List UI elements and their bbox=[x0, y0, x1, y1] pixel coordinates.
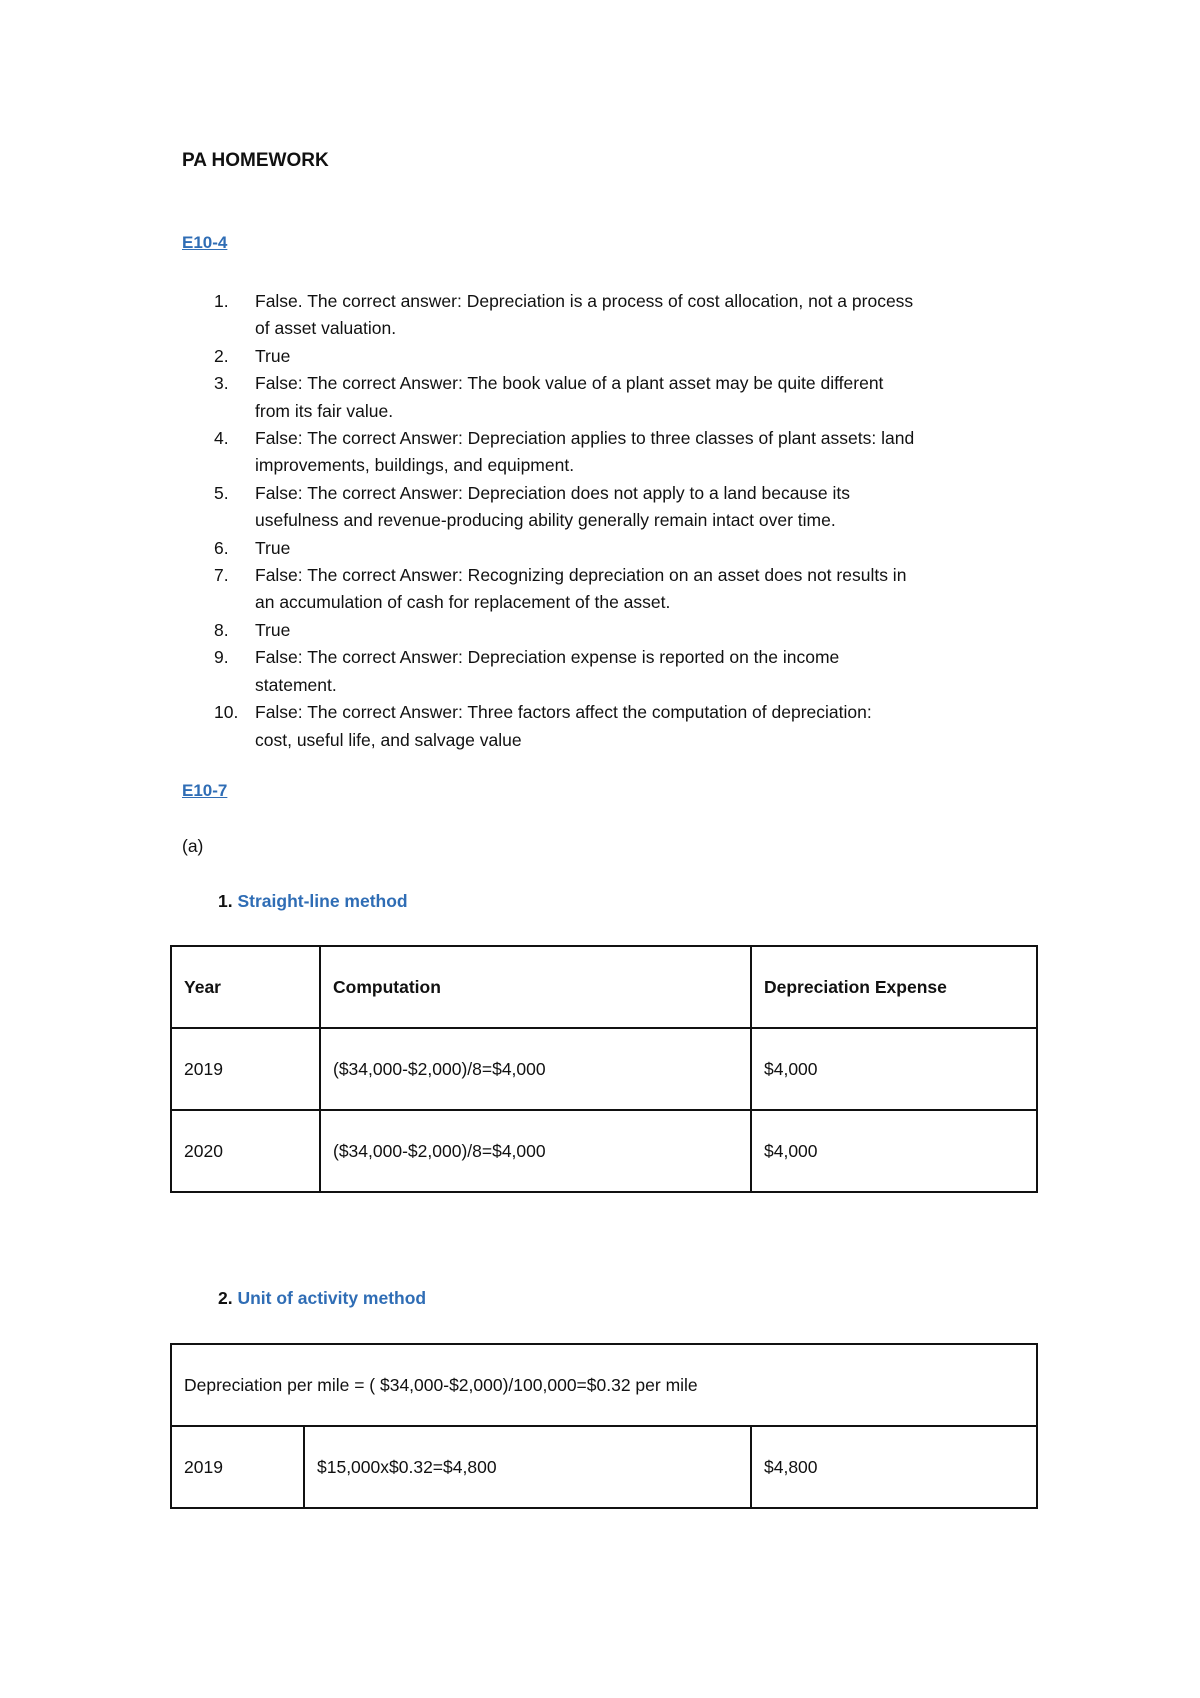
cell-year: 2020 bbox=[171, 1110, 320, 1192]
item-line: True bbox=[255, 537, 291, 558]
table-rate-row bbox=[171, 1344, 1037, 1426]
method-number: 2. bbox=[218, 1288, 233, 1308]
cell-computation: $15,000x$0.32=$4,800 bbox=[304, 1426, 751, 1508]
list-item bbox=[182, 425, 1042, 480]
list-item bbox=[182, 370, 1042, 425]
item-number: 4. bbox=[214, 428, 229, 449]
page-title: PA HOMEWORK bbox=[182, 150, 329, 171]
cell-expense: $4,800 bbox=[751, 1426, 1037, 1508]
list-item bbox=[182, 562, 1042, 617]
table-row bbox=[171, 1426, 1037, 1508]
item-number: 9. bbox=[214, 647, 229, 668]
list-item bbox=[182, 699, 1042, 754]
item-line: from its fair value. bbox=[255, 400, 394, 421]
header-computation: Computation bbox=[320, 946, 751, 1028]
unit-activity-table bbox=[170, 1343, 1038, 1509]
list-item bbox=[182, 644, 1042, 699]
cell-computation: ($34,000-$2,000)/8=$4,000 bbox=[320, 1028, 751, 1110]
method-heading-unit-activity bbox=[218, 1288, 426, 1309]
item-line: False: The correct Answer: Three factors affect the computation of depreciation: bbox=[255, 702, 872, 723]
cell-year: 2019 bbox=[171, 1426, 304, 1508]
item-number: 10. bbox=[214, 702, 239, 723]
item-number: 8. bbox=[214, 619, 229, 640]
cell-rate-line: Depreciation per mile = ( $34,000-$2,000)/100,000=$0.32 per mile bbox=[171, 1344, 1037, 1426]
item-line: an accumulation of cash for replacement of the asset. bbox=[255, 592, 671, 613]
item-line: False: The correct Answer: Depreciation expense is reported on the income bbox=[255, 647, 840, 668]
answer-list bbox=[182, 288, 1042, 754]
section-link-e10-4[interactable]: E10-4 bbox=[182, 233, 228, 252]
item-line: False: The correct Answer: Recognizing depreciation on an asset does not results in bbox=[255, 565, 907, 586]
method-label: Unit of activity method bbox=[237, 1288, 427, 1308]
item-line: usefulness and revenue-producing ability generally remain intact over time. bbox=[255, 510, 836, 531]
section-link-e10-7[interactable]: E10-7 bbox=[182, 781, 228, 800]
item-number: 5. bbox=[214, 482, 229, 503]
item-number: 3. bbox=[214, 373, 229, 394]
method-number: 1. bbox=[218, 891, 233, 911]
straight-line-table bbox=[170, 945, 1038, 1193]
part-label: (a) bbox=[182, 836, 204, 856]
item-line: statement. bbox=[255, 674, 337, 695]
list-item bbox=[182, 617, 1042, 644]
header-expense: Depreciation Expense bbox=[751, 946, 1037, 1028]
item-line: True bbox=[255, 619, 291, 640]
header-year: Year bbox=[171, 946, 320, 1028]
item-number: 1. bbox=[214, 291, 229, 311]
cell-computation: ($34,000-$2,000)/8=$4,000 bbox=[320, 1110, 751, 1192]
table-header-row bbox=[171, 946, 1037, 1028]
table-row bbox=[171, 1028, 1037, 1110]
item-number: 6. bbox=[214, 537, 229, 558]
item-line: of asset valuation. bbox=[255, 318, 397, 339]
item-line: False: The correct Answer: The book value of a plant asset may be quite different bbox=[255, 373, 884, 394]
list-item bbox=[182, 535, 1042, 562]
table-row bbox=[171, 1110, 1037, 1192]
item-number: 2. bbox=[214, 345, 229, 366]
list-item bbox=[182, 480, 1042, 535]
item-line: False: The correct Answer: Depreciation applies to three classes of plant assets: land bbox=[255, 428, 915, 449]
list-item bbox=[182, 288, 1042, 343]
item-line: True bbox=[255, 345, 291, 366]
item-line: False: The correct Answer: Depreciation does not apply to a land because its bbox=[255, 482, 851, 503]
list-item bbox=[182, 343, 1042, 370]
item-line: cost, useful life, and salvage value bbox=[255, 729, 522, 750]
item-line: False. The correct answer: Depreciation is a process of cost allocation, not a process bbox=[255, 291, 914, 311]
method-heading-straight-line bbox=[218, 891, 408, 912]
item-line: improvements, buildings, and equipment. bbox=[255, 455, 575, 476]
cell-year: 2019 bbox=[171, 1028, 320, 1110]
item-number: 7. bbox=[214, 565, 229, 586]
cell-expense: $4,000 bbox=[751, 1028, 1037, 1110]
method-label: Straight-line method bbox=[237, 891, 408, 911]
cell-expense: $4,000 bbox=[751, 1110, 1037, 1192]
